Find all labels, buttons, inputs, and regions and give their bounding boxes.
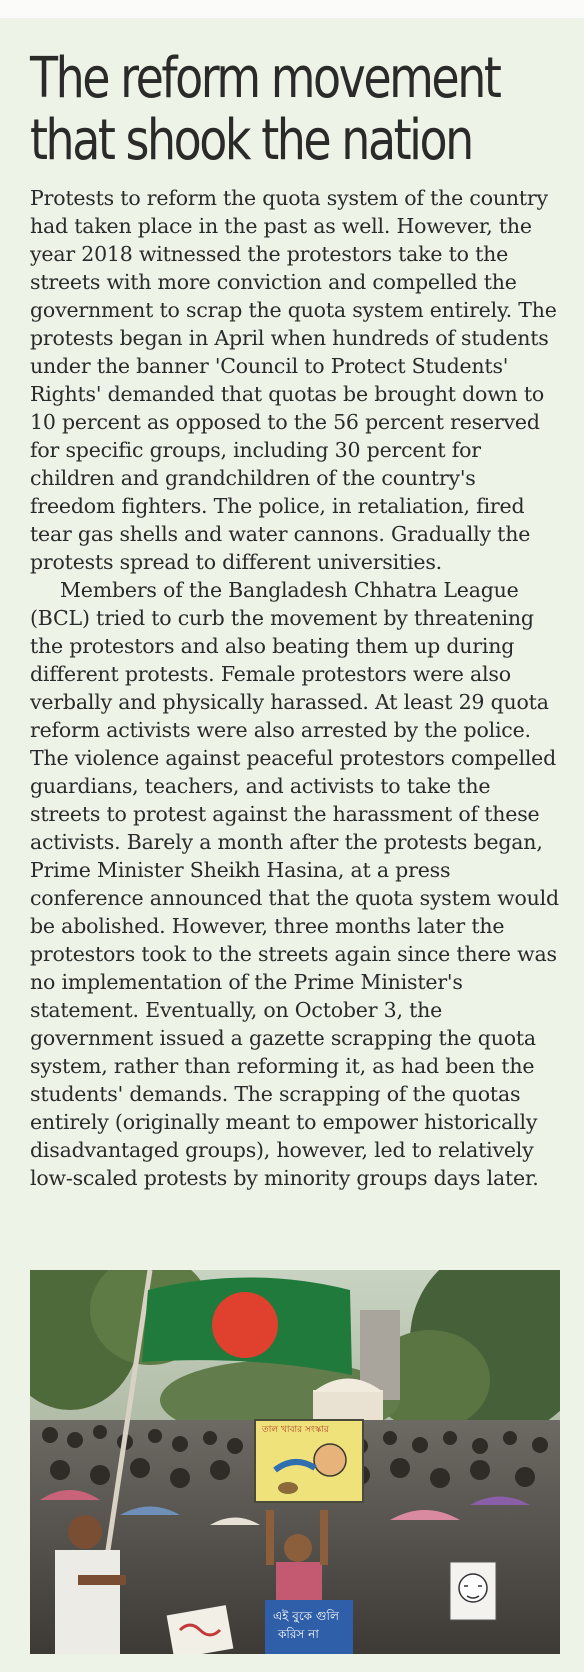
cartoon-placard: [255, 1420, 363, 1502]
paragraph-2: Members of the Bangladesh Chhatra League (BCL) tried to curb the movement by threatening the protestors and also beating them up during different protests. Female protestors were also verbally and physically harassed. At least 29 quota reform activists were also arrested by the police. The violence against peaceful protestors compelled guardians, teachers, and activists to take the streets to protest against the harassment of these activists. Barely a month after the protests began, Prime Minister Sheikh Hasina, at a press conference announced that the quota system would be abolished. However, three months later the protestors took to the streets again since there was no implementation of the Prime Minister's statement. Eventually, on October 3, the government issued a gazette scrapping the quota system, rather than reforming it, as had been the students' demands. The scrapping of the quotas entirely (originally meant to empower historically disadvantaged groups), however, led to relatively low-scaled protests by minority groups days later.: [30, 578, 559, 1190]
bengali-placard: [265, 1600, 353, 1654]
article: [30, 18, 560, 1192]
headline-line-2: that shook the nation: [30, 108, 472, 173]
headline: [30, 48, 560, 172]
placard-bottom-text-2: করিস না: [278, 1627, 319, 1641]
placard-top-text: তাল খাবার সংস্কার: [262, 1425, 329, 1435]
portrait-placard: [450, 1562, 496, 1620]
bangladesh-flag: [142, 1278, 352, 1376]
paragraph-1: Protests to reform the quota system of the country had taken place in the past as well. However, the year 2018 witnessed the protestors take to the streets with more conviction and compelled the government to scrap the quota system entirely. The protests began in April when hundreds of students under the banner 'Council to Protect Students' Rights' demanded that quotas be brought down to 10 percent as opposed to the 56 percent reserved for specific groups, including 30 percent for children and grandchildren of the country's freedom fighters. The police, in retaliation, fired tear gas shells and water cannons. Gradually the protests spread to different universities.: [30, 186, 557, 574]
headline-line-1: The reform movement: [30, 46, 500, 111]
protest-photo-illustration: [30, 1270, 560, 1654]
top-margin-strip: [0, 0, 584, 18]
placard-bottom-text-1: এই বুকে গুলি: [273, 1609, 339, 1623]
article-body: [30, 184, 560, 1192]
protest-photo: [30, 1270, 560, 1654]
